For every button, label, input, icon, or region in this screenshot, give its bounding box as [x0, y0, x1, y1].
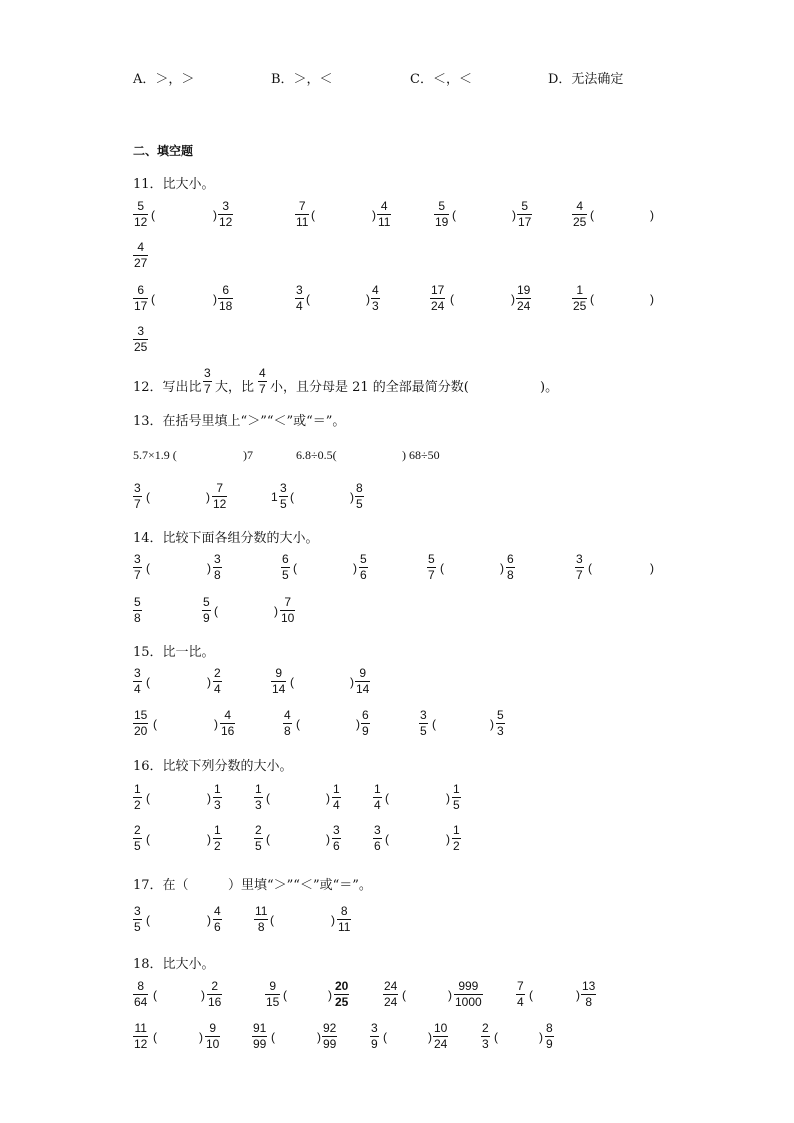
- paren-close: ): [650, 561, 654, 575]
- q12-text-4: )。: [540, 380, 559, 395]
- paren-close: ): [356, 717, 360, 731]
- paren-close: ): [199, 1030, 203, 1044]
- paren-open: (: [290, 675, 294, 689]
- paren-close: ): [207, 832, 211, 846]
- fraction: 8 9: [546, 1021, 553, 1051]
- fraction: 19 24: [517, 283, 531, 313]
- q13-expr-3: 6.8÷0.5(: [296, 448, 337, 462]
- paren-open: (: [153, 1030, 157, 1044]
- q16-title: 16．比较下列分数的大小。: [133, 759, 293, 774]
- fraction: 15 20: [134, 708, 148, 738]
- fraction: 2 5: [134, 823, 141, 853]
- fraction: 6 8: [507, 552, 514, 582]
- fraction: 3 4: [134, 666, 141, 696]
- paren-close: ): [326, 791, 330, 805]
- paren-open: (: [590, 208, 594, 222]
- paren-close: ): [448, 988, 452, 1002]
- fraction: 1 2: [214, 823, 221, 853]
- q13-title: 13．在括号里填上“＞”“＜”或“＝”。: [133, 414, 346, 429]
- fraction: 5 9: [203, 595, 210, 625]
- fraction: 1 2: [453, 823, 460, 853]
- paren-close: ): [274, 604, 278, 618]
- fraction: 2 16: [208, 979, 222, 1009]
- fraction: 3 25: [134, 324, 148, 354]
- q18-title: 18．比大小。: [133, 957, 215, 972]
- paren-open: (: [432, 717, 436, 731]
- fraction: 1 5: [453, 782, 460, 812]
- fraction: 1 2: [134, 782, 141, 812]
- fraction: 4 25: [573, 199, 587, 229]
- fraction: 3 5: [134, 904, 141, 934]
- fraction: 9 14: [356, 666, 370, 696]
- paren-open: (: [153, 988, 157, 1002]
- paren-close: ): [446, 791, 450, 805]
- fraction: 2 3: [482, 1021, 489, 1051]
- fraction: 5 19: [435, 199, 449, 229]
- fraction: 3 7: [134, 552, 141, 582]
- fraction: 20 25: [335, 979, 349, 1009]
- paren-close: ): [206, 490, 210, 504]
- fraction: 6 17: [134, 283, 148, 313]
- paren-close: ): [512, 208, 516, 222]
- paren-open: (: [153, 717, 157, 731]
- q12-text-2: 大，比: [215, 380, 255, 395]
- paren-close: ): [539, 1030, 543, 1044]
- paren-close: ): [328, 988, 332, 1002]
- option-a: A．＞，＞: [133, 72, 195, 87]
- paren-close: ): [650, 208, 654, 222]
- fraction: 3 6: [333, 823, 340, 853]
- q17-text-2: ）里填“＞”“＜”或“＝”。: [228, 878, 372, 893]
- fraction: 13 8: [582, 979, 596, 1009]
- fraction: 9 14: [272, 666, 286, 696]
- paren-open: (: [266, 832, 270, 846]
- paren-open: (: [450, 292, 454, 306]
- paren-open: (: [146, 913, 150, 927]
- fraction: 1 3: [255, 782, 262, 812]
- fraction: 5 3: [497, 708, 504, 738]
- paren-open: (: [151, 292, 155, 306]
- paren-open: (: [296, 717, 300, 731]
- fraction: 5 6: [360, 552, 367, 582]
- fraction: 4 27: [134, 240, 148, 270]
- fraction: 3 8: [214, 552, 221, 582]
- paren-close: ): [331, 913, 335, 927]
- paren-close: ): [366, 292, 370, 306]
- paren-open: (: [146, 490, 150, 504]
- fraction: 17 24: [431, 283, 445, 313]
- fraction: 5 8: [134, 595, 141, 625]
- fraction: 7 10: [281, 595, 295, 625]
- fraction: 3 5: [420, 708, 427, 738]
- fraction: 1 4: [333, 782, 340, 812]
- paren-close: ): [207, 675, 211, 689]
- paren-close: ): [207, 561, 211, 575]
- fraction: 3 4: [296, 283, 303, 313]
- fraction: 11 8: [255, 904, 268, 934]
- paren-open: (: [271, 1030, 275, 1044]
- option-d: D．无法确定: [548, 72, 624, 87]
- paren-close: ): [511, 292, 515, 306]
- paren-open: (: [590, 292, 594, 306]
- fraction: 5 12: [134, 199, 148, 229]
- fraction: 9 15: [266, 979, 280, 1009]
- paren-open: (: [452, 208, 456, 222]
- fraction: 1 4: [374, 782, 381, 812]
- paren-close: ): [650, 292, 654, 306]
- fraction: 7 12: [213, 481, 227, 511]
- fraction: 6 9: [362, 708, 369, 738]
- paren-close: ): [350, 490, 354, 504]
- paren-open: (: [385, 832, 389, 846]
- paren-close: ): [207, 791, 211, 805]
- q13-expr-2: )7: [243, 448, 253, 462]
- paren-close: ): [446, 832, 450, 846]
- fraction: 4 16: [221, 708, 235, 738]
- paren-open: (: [385, 791, 389, 805]
- fraction: 10 24: [434, 1021, 448, 1051]
- paren-open: (: [383, 1030, 387, 1044]
- fraction: 4 8: [284, 708, 291, 738]
- fraction: 7 11: [296, 199, 309, 229]
- paren-close: ): [201, 988, 205, 1002]
- section-title: 二、填空题: [133, 144, 194, 158]
- fraction: 92 99: [323, 1021, 337, 1051]
- paren-open: (: [306, 292, 310, 306]
- paren-close: ): [350, 675, 354, 689]
- fraction: 2 5: [255, 823, 262, 853]
- fraction: 7 4: [517, 979, 524, 1009]
- fraction: 3 9: [371, 1021, 378, 1051]
- fraction: 4 7: [259, 366, 266, 396]
- paren-open: (: [293, 561, 297, 575]
- option-b: B．＞，＜: [271, 72, 333, 87]
- paren-close: ): [213, 292, 217, 306]
- fraction: 9 10: [206, 1021, 220, 1051]
- fraction: 6 18: [219, 283, 233, 313]
- q14-title: 14．比较下面各组分数的大小。: [133, 531, 319, 546]
- fraction: 3 12: [219, 199, 233, 229]
- paren-close: ): [317, 1030, 321, 1044]
- fraction: 91 99: [253, 1021, 267, 1051]
- paren-open: (: [146, 791, 150, 805]
- paren-open: (: [529, 988, 533, 1002]
- fraction: 3 7: [576, 552, 583, 582]
- q15-title: 15．比一比。: [133, 645, 215, 660]
- fraction: 2 4: [214, 666, 221, 696]
- fraction: 4 11: [378, 199, 391, 229]
- paren-close: ): [207, 913, 211, 927]
- paren-close: ): [490, 717, 494, 731]
- paren-open: (: [440, 561, 444, 575]
- paren-open: (: [146, 832, 150, 846]
- mixed-number-whole: 1: [271, 490, 278, 504]
- fraction: 1 3: [214, 782, 221, 812]
- paren-close: ): [214, 717, 218, 731]
- fraction: 11 12: [134, 1021, 148, 1051]
- paren-open: (: [146, 675, 150, 689]
- fraction: 8 64: [134, 979, 148, 1009]
- fraction: 8 11: [338, 904, 351, 934]
- paren-open: (: [402, 988, 406, 1002]
- paren-open: (: [588, 561, 592, 575]
- option-c: C．＜，＜: [410, 72, 472, 87]
- fraction: 6 5: [282, 552, 289, 582]
- fraction: 1 25: [573, 283, 587, 313]
- fraction: 8 5: [356, 481, 363, 511]
- paren-open: (: [311, 208, 315, 222]
- fraction: 5 7: [428, 552, 435, 582]
- paren-open: (: [283, 988, 287, 1002]
- fraction: 3 7: [204, 366, 211, 396]
- paren-close: ): [372, 208, 376, 222]
- paren-open: (: [266, 791, 270, 805]
- q11-title: 11．比大小。: [133, 177, 215, 192]
- fraction: 3 5: [280, 481, 287, 511]
- paren-close: ): [353, 561, 357, 575]
- fraction: 999 1000: [455, 979, 482, 1009]
- q12-text-1: 12．写出比: [133, 380, 202, 395]
- fraction: 24 24: [384, 979, 398, 1009]
- q12-text-3: 小，且分母是 21 的全部最简分数(: [270, 380, 469, 395]
- paren-close: ): [326, 832, 330, 846]
- q13-expr-1: 5.7×1.9 (: [133, 448, 177, 462]
- paren-close: ): [576, 988, 580, 1002]
- q17-text-1: 17．在（: [133, 878, 189, 893]
- paren-open: (: [270, 913, 274, 927]
- paren-close: ): [500, 561, 504, 575]
- paren-close: ): [428, 1030, 432, 1044]
- q13-expr-4: ) 68÷50: [402, 448, 440, 462]
- paren-open: (: [146, 561, 150, 575]
- paren-open: (: [290, 490, 294, 504]
- fraction: 3 6: [374, 823, 381, 853]
- fraction: 4 6: [214, 904, 221, 934]
- fraction: 4 3: [372, 283, 379, 313]
- paren-open: (: [214, 604, 218, 618]
- paren-open: (: [494, 1030, 498, 1044]
- paren-open: (: [151, 208, 155, 222]
- paren-close: ): [213, 208, 217, 222]
- fraction: 3 7: [134, 481, 141, 511]
- fraction: 5 17: [518, 199, 532, 229]
